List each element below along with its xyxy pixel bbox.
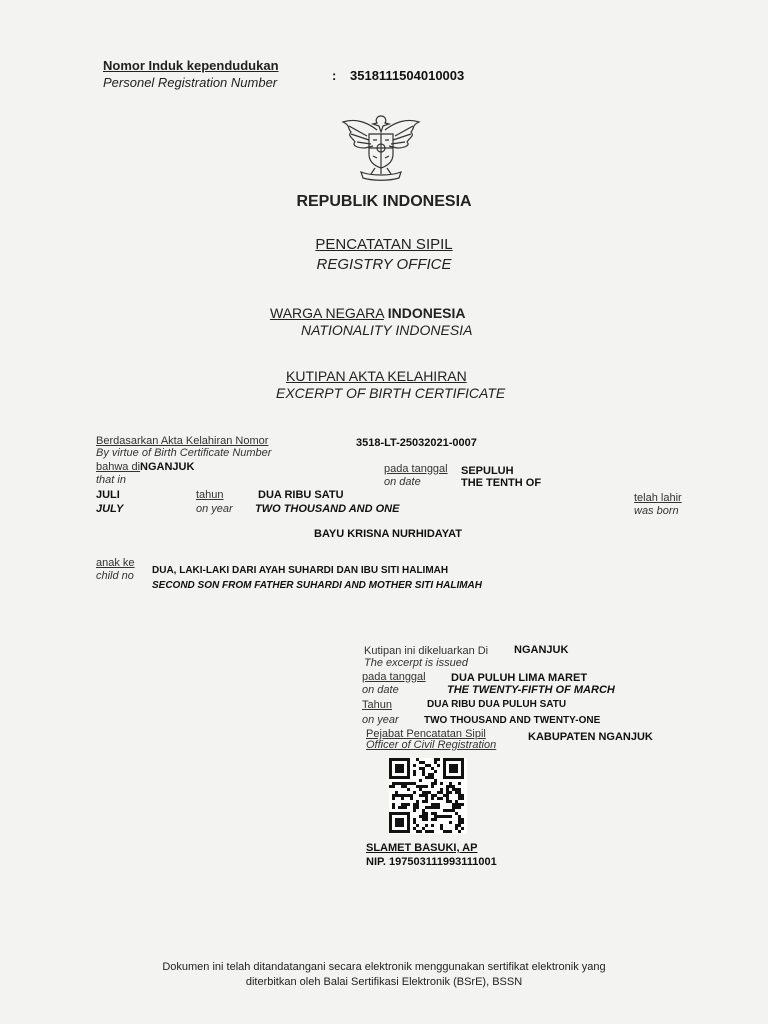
- footer-line-2: diterbitkan oleh Balai Sertifikasi Elektronik (BSrE), BSSN: [245, 976, 523, 988]
- footer-line-1: Dokumen ini telah ditandatangani secara elektronik menggunakan sertifikat elektronik yang: [162, 961, 606, 973]
- officer-label-en: Officer of Civil Registration: [366, 739, 497, 751]
- issue-year-value-en: TWO THOUSAND AND TWENTY-ONE: [424, 715, 601, 726]
- child-label: anak ke: [96, 557, 135, 569]
- nik-value: 3518111504010003: [350, 68, 465, 83]
- month-value-en: JULY: [96, 503, 124, 515]
- nationality-value: INDONESIA: [387, 305, 466, 321]
- place-label: bahwa di: [96, 461, 141, 473]
- place-label-en: that in: [96, 474, 126, 486]
- cert-no-label-en: By virtue of Birth Certificate Number: [96, 447, 272, 459]
- place-line: [96, 461, 194, 473]
- month-value: JULI: [96, 489, 120, 501]
- issue-year-value: DUA RIBU DUA PULUH SATU: [427, 699, 567, 710]
- issue-year-label: Tahun: [362, 699, 392, 711]
- date-value-en: THE TENTH OF: [461, 477, 542, 489]
- date-label: pada tanggal: [384, 463, 448, 475]
- nationality-line: [270, 305, 466, 321]
- doc-title: KUTIPAN AKTA KELAHIRAN: [286, 368, 467, 384]
- office-title-en: REGISTRY OFFICE: [316, 256, 452, 273]
- nik-label: Nomor Induk kependudukan: [103, 58, 279, 73]
- cert-no-label: Berdasarkan Akta Kelahiran Nomor: [96, 435, 269, 447]
- issue-date-label-en: on date: [362, 684, 399, 696]
- doc-title-en: EXCERPT OF BIRTH CERTIFICATE: [276, 385, 506, 401]
- issue-date-value-en: THE TWENTY-FIFTH OF MARCH: [447, 684, 615, 696]
- born-label-en: was born: [634, 505, 679, 517]
- garuda-emblem-icon: [337, 108, 425, 186]
- officer-label: Pejabat Pencatatan Sipil: [366, 728, 486, 740]
- signer-name: SLAMET BASUKI, AP: [366, 842, 478, 854]
- office-title: PENCATATAN SIPIL: [315, 236, 453, 253]
- nik-separator: :: [332, 68, 337, 83]
- child-name: BAYU KRISNA NURHIDAYAT: [314, 528, 462, 540]
- issued-label: Kutipan ini dikeluarkan Di: [364, 645, 489, 657]
- nationality-en: NATIONALITY INDONESIA: [301, 322, 473, 338]
- cert-no-value: 3518-LT-25032021-0007: [356, 437, 477, 449]
- date-value: SEPULUH: [461, 465, 514, 477]
- born-label: telah lahir: [634, 492, 682, 504]
- year-value: DUA RIBU SATU: [258, 489, 344, 501]
- date-label-en: on date: [384, 476, 421, 488]
- qr-code-icon: [389, 758, 467, 834]
- year-label-en: on year: [196, 503, 233, 515]
- nationality-label: WARGA NEGARA: [270, 305, 384, 321]
- issue-date-label: pada tanggal: [362, 671, 426, 683]
- child-label-en: child no: [96, 570, 134, 582]
- child-value-en: SECOND SON FROM FATHER SUHARDI AND MOTHER SITI HALIMAH: [152, 580, 482, 591]
- nik-label-en: Personel Registration Number: [103, 75, 278, 90]
- child-value: DUA, LAKI-LAKI DARI AYAH SUHARDI DAN IBU SITI HALIMAH: [152, 565, 449, 576]
- year-label: tahun: [196, 489, 224, 501]
- year-value-en: TWO THOUSAND AND ONE: [255, 503, 400, 515]
- issue-date-value: DUA PULUH LIMA MARET: [451, 672, 588, 684]
- issued-value: NGANJUK: [514, 644, 569, 656]
- officer-value: KABUPATEN NGANJUK: [528, 731, 653, 743]
- country-title: REPUBLIK INDONESIA: [296, 193, 472, 210]
- issued-label-en: The excerpt is issued: [364, 657, 468, 669]
- place-value: NGANJUK: [140, 461, 195, 473]
- issue-year-label-en: on year: [362, 714, 399, 726]
- signer-nip: NIP. 197503111993111001: [366, 856, 497, 868]
